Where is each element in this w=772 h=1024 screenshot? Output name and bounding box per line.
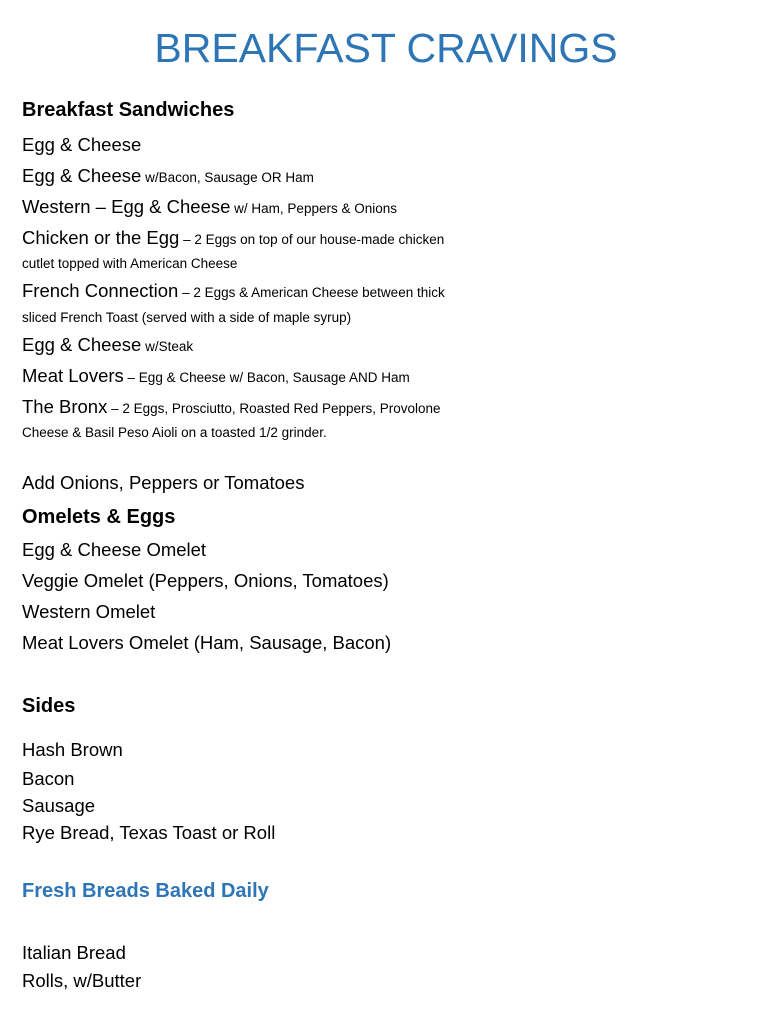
menu-item: Rolls, w/Butter [22, 970, 142, 991]
item-name: Egg & Cheese [22, 334, 142, 355]
menu-item: Western Omelet [22, 601, 156, 622]
item-name: The Bronx [22, 396, 108, 417]
item-desc: – Egg & Cheese w/ Bacon, Sausage AND Ham [123, 370, 410, 385]
menu-item [22, 396, 441, 420]
item-desc-continued: Cheese & Basil Peso Aioli on a toasted 1/2 grinder. [22, 425, 327, 440]
menu-item [22, 227, 444, 251]
section-heading-sides: Sides [22, 695, 76, 717]
menu-item: Veggie Omelet (Peppers, Onions, Tomatoes) [22, 570, 389, 591]
menu-item: Rye Bread, Texas Toast or Roll [22, 822, 276, 843]
addon-note: Add Onions, Peppers or Tomatoes [22, 472, 305, 493]
menu-item: Meat Lovers Omelet (Ham, Sausage, Bacon) [22, 632, 392, 653]
item-name: Egg & Cheese [22, 134, 142, 155]
item-desc: – 2 Eggs on top of our house-made chicken [179, 232, 445, 247]
section-heading-omelets: Omelets & Eggs [22, 506, 176, 528]
item-name: Chicken or the Egg [22, 227, 180, 248]
menu-item: Bacon [22, 768, 75, 789]
menu-item: Egg & Cheese Omelet [22, 539, 207, 560]
item-desc-continued: cutlet topped with American Cheese [22, 256, 238, 271]
item-name: Egg & Cheese [22, 165, 142, 186]
item-name: Meat Lovers [22, 365, 124, 386]
item-name: French Connection [22, 280, 179, 301]
menu-item [22, 365, 410, 389]
menu-title: BREAKFAST CRAVINGS [154, 25, 618, 71]
menu-item: Hash Brown [22, 739, 123, 760]
item-desc: – 2 Eggs, Prosciutto, Roasted Red Peppers, Provolone [107, 401, 441, 416]
menu-item [22, 280, 445, 304]
menu-item [22, 134, 141, 156]
section-heading-sandwiches: Breakfast Sandwiches [22, 99, 235, 121]
menu-item: Italian Bread [22, 942, 126, 963]
item-desc: w/Bacon, Sausage OR Ham [141, 170, 314, 185]
item-desc: w/Steak [141, 339, 194, 354]
menu-item [22, 165, 314, 189]
item-desc: – 2 Eggs & American Cheese between thick [178, 285, 445, 300]
menu-item [22, 196, 397, 220]
menu-item: Sausage [22, 795, 96, 816]
item-desc-continued: sliced French Toast (served with a side of maple syrup) [22, 310, 352, 325]
menu-item [22, 334, 193, 358]
item-name: Western – Egg & Cheese [22, 196, 231, 217]
section-heading-breads: Fresh Breads Baked Daily [22, 880, 269, 902]
item-desc: w/ Ham, Peppers & Onions [230, 201, 397, 216]
